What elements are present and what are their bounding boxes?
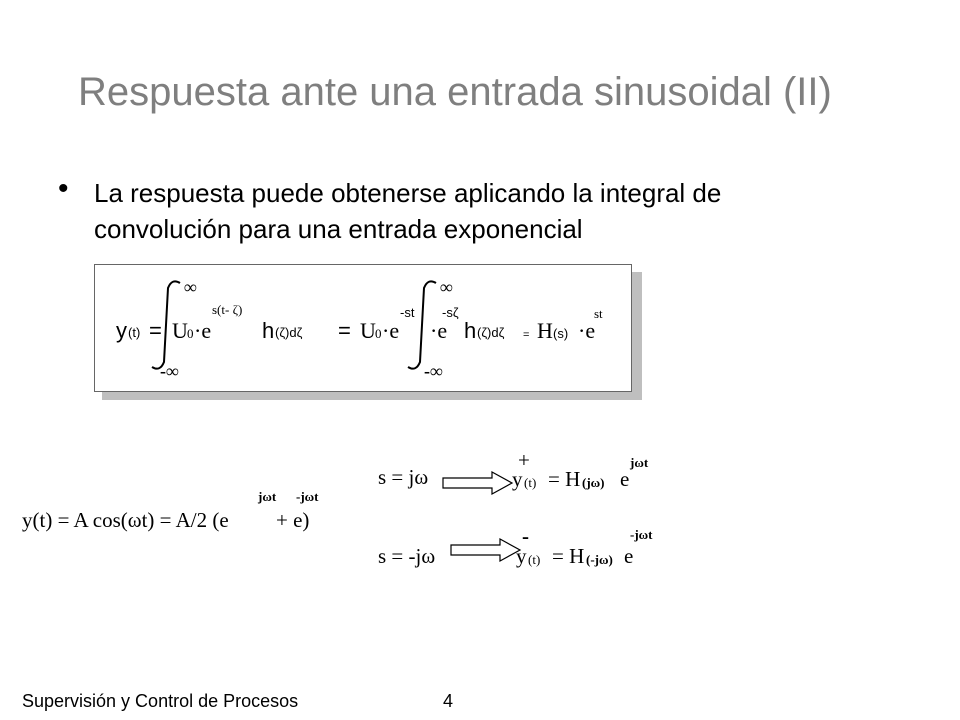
case-pos-e: e	[620, 467, 630, 491]
case-pos-rhs: = H	[548, 467, 581, 491]
sinusoid-mid: + e)	[276, 508, 310, 532]
case-neg-exp: -jωt	[630, 527, 653, 542]
formula-H: H	[537, 318, 553, 343]
bullet-dot: •	[58, 172, 69, 205]
sinusoid-exp-neg: -jωt	[296, 489, 319, 504]
formula-exp4: st	[594, 306, 603, 321]
case-neg-arrow	[450, 537, 522, 563]
integral-upper-2: ∞	[440, 277, 453, 297]
formula-y-sub: (t)	[128, 325, 141, 340]
formula-h1: h	[262, 318, 275, 343]
case-pos-H-sub: (jω)	[582, 475, 605, 490]
bullet-text-line1: La respuesta puede obtenerse aplicando la integral de	[94, 178, 722, 208]
case-pos-s: s = jω	[378, 465, 429, 489]
integral-lower-1: -∞	[160, 361, 179, 381]
formula-y: y	[116, 318, 127, 343]
formula-h2: h	[464, 318, 477, 343]
case-neg-sign: -	[522, 524, 529, 548]
case-neg-rhs: = H	[552, 544, 585, 568]
formula-dot-e1: ·e	[194, 318, 212, 343]
formula-U: U	[172, 318, 188, 343]
bullet-text-line2: convolución para una entrada exponencial	[94, 214, 583, 244]
formula-eq1: =	[149, 318, 162, 343]
formula-dot-e4: ·e	[578, 318, 596, 343]
formula-exp3: -sζ	[442, 305, 459, 320]
formula-U-b: U	[360, 318, 376, 343]
formula-U-sub: 0	[187, 326, 194, 341]
formula-eq3: =	[523, 329, 530, 341]
case-neg-e: e	[624, 544, 634, 568]
page-title: Respuesta ante una entrada sinusoidal (II)	[78, 70, 832, 114]
formula-exp2: -st	[400, 305, 415, 320]
case-pos-exp: jωt	[630, 455, 649, 470]
footer-text: Supervisión y Control de Procesos	[22, 691, 299, 711]
formula-h1-sub: (ζ)dζ	[275, 325, 303, 340]
case-pos-sign: +	[518, 448, 530, 472]
sinusoid-exp-pos: jωt	[258, 489, 277, 504]
case-pos-y: y	[512, 467, 523, 491]
formula-dot-e3: ·e	[430, 318, 448, 343]
case-pos-arrow	[442, 470, 514, 496]
formula-H-sub: (s)	[553, 326, 569, 341]
case-pos-y-sub: (t)	[524, 475, 537, 490]
formula-eq2: =	[338, 318, 351, 343]
integral-lower-2: -∞	[424, 361, 443, 381]
case-neg-H-sub: (-jω)	[586, 552, 613, 567]
formula-exp1: s(t- ζ)	[212, 302, 243, 317]
integral-upper-1: ∞	[184, 277, 197, 297]
formula-dot-e2: ·e	[382, 318, 400, 343]
formula-h2-sub: (ζ)dζ	[477, 325, 505, 340]
case-neg-s: s = -jω	[378, 544, 436, 568]
formula-U-b-sub: 0	[375, 326, 382, 341]
case-neg-y-sub: (t)	[528, 552, 541, 567]
case-neg-y: y	[516, 544, 527, 568]
page-number: 4	[443, 691, 454, 711]
sinusoid-lhs: y(t) = A cos(ωt) = A/2 (e	[22, 508, 229, 532]
